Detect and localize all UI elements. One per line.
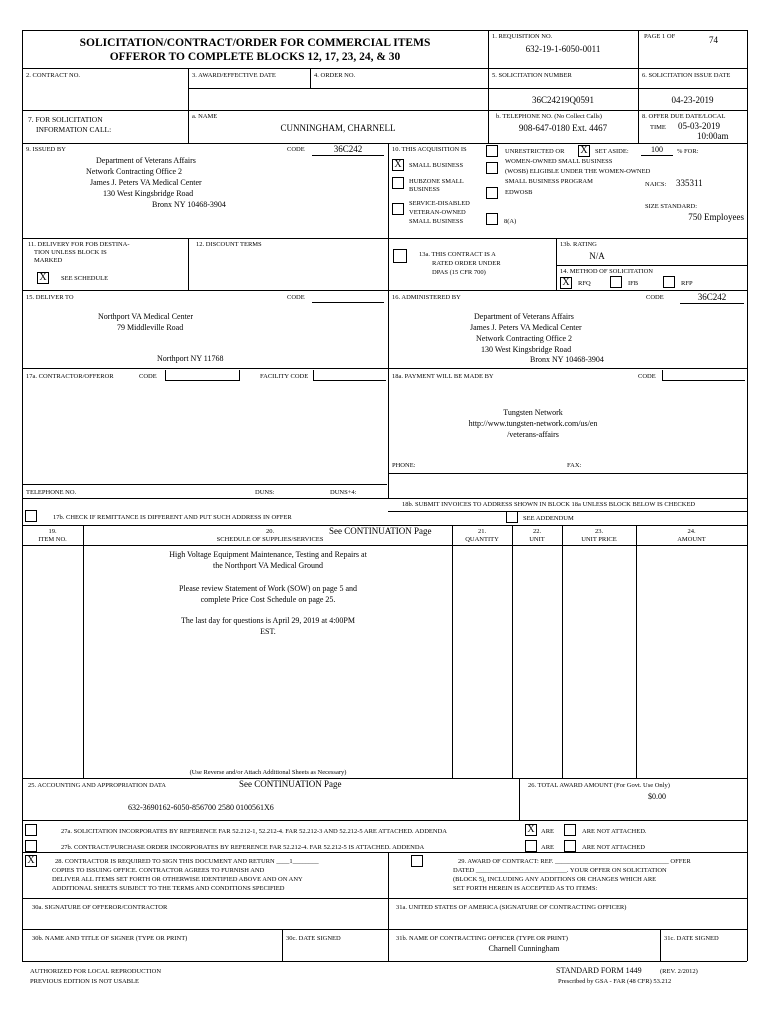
28-checkbox[interactable]: X (25, 855, 37, 867)
col-unit-price: UNIT PRICE (581, 536, 617, 543)
col-quantity: QUANTITY (465, 536, 499, 543)
col-supplies: 20. (265, 528, 275, 535)
administered-line: 130 West Kingsbridge Road (481, 345, 572, 354)
footer-authorized: AUTHORIZED FOR LOCAL REPRODUCTION (30, 968, 162, 975)
remittance-checkbox[interactable] (25, 510, 37, 522)
accounting-label: 25. ACCOUNTING AND APPROPRIATION DATA (28, 782, 166, 789)
form-title: SOLICITATION/CONTRACT/ORDER FOR COMMERCIAL ITEMS (79, 37, 431, 49)
rated-order-checkbox[interactable] (393, 249, 407, 263)
telephone-value[interactable]: 908-647-0180 Ext. 4467 (518, 123, 608, 133)
solicitation-date-label: 6. SOLICITATION ISSUE DATE (642, 72, 731, 79)
addendum-label: SEE ADDENDUM (523, 515, 574, 522)
signer-name-label: 30b. NAME AND TITLE OF SIGNER (TYPE OR PRINT) (32, 935, 188, 942)
29-checkbox[interactable] (411, 855, 423, 867)
accounting-value[interactable]: 632-3690162-6050-856700 2580 0100561X6 (128, 803, 274, 812)
unrestricted-label: UNRESTRICTED OR (505, 148, 565, 155)
wosb-label: (WOSB) ELIGIBLE UNDER THE WOMEN-OWNED (505, 168, 651, 175)
footer-previous: PREVIOUS EDITION IS NOT USABLE (30, 978, 139, 985)
28-text: COPIES TO ISSUING OFFICE. CONTRACTOR AGREES TO FURNISH AND (52, 867, 265, 874)
col-unit: 22. (532, 528, 542, 535)
accounting-continuation: See CONTINUATION Page (239, 779, 342, 789)
sdvosb-label: SMALL BUSINESS (409, 218, 464, 225)
administered-code-label: CODE (646, 294, 664, 301)
duns-label: DUNS: (255, 489, 275, 496)
schedule-description: High Voltage Equipment Maintenance, Testing and Repairs at (169, 550, 367, 559)
27b-are-checkbox[interactable] (525, 840, 537, 852)
offer-time-label: TIME (650, 124, 666, 131)
27b-label: 27b. CONTRACT/PURCHASE ORDER INCORPORATES BY REFERENCE FAR 52.212-4. FAR 52.212-5 IS ATTACHED. ADDENDA (61, 844, 425, 851)
29-text: SET FORTH HEREIN IS ACCEPTED AS TO ITEMS: (453, 885, 598, 892)
col-item-no: ITEM NO. (38, 536, 67, 543)
telephone-label: b. TELEPHONE NO. (No Collect Calls) (496, 113, 602, 120)
offer-due-date[interactable]: 05-03-2019 (678, 121, 720, 131)
administered-line: Department of Veterans Affairs (474, 312, 574, 321)
footer-form-name: STANDARD FORM 1449 (556, 966, 642, 975)
officer-date-label: 31c. DATE SIGNED (664, 935, 719, 942)
ifb-checkbox[interactable] (610, 276, 622, 288)
rfq-label: RFQ (578, 280, 591, 287)
rated-order-label: RATED ORDER UNDER (432, 260, 501, 267)
facility-code-label: FACILITY CODE (260, 373, 309, 380)
payment-line: /veterans-affairs (507, 430, 559, 439)
hubzone-checkbox[interactable] (392, 177, 404, 189)
signer-date-label: 30c. DATE SIGNED (286, 935, 341, 942)
issued-by-line: 130 West Kingsbridge Road (103, 189, 194, 198)
schedule-footnote: (Use Reverse and/or Attach Additional Sheets as Necessary) (189, 769, 347, 776)
28-text: 28. CONTRACTOR IS REQUIRED TO SIGN THIS DOCUMENT AND RETURN ____1________ (55, 858, 319, 865)
schedule-description: the Northport VA Medical Ground (213, 561, 323, 570)
col-supplies: SCHEDULE OF SUPPLIES/SERVICES (216, 536, 324, 543)
info-call-label-1: 7. FOR SOLICITATION (28, 115, 103, 124)
schedule-description: EST. (260, 627, 276, 636)
deliver-to-line: 79 Middleville Road (117, 323, 184, 332)
payment-label: 18a. PAYMENT WILL BE MADE BY (392, 373, 494, 380)
sdvosb-label: SERVICE-DISABLED (409, 200, 470, 207)
administered-line: James J. Peters VA Medical Center (470, 323, 582, 332)
offer-due-label: 8. OFFER DUE DATE/LOCAL (642, 113, 726, 120)
see-schedule-label: SEE SCHEDULE (61, 275, 109, 282)
27a-are-not-checkbox[interactable] (564, 824, 576, 836)
payment-code-field[interactable] (662, 370, 745, 381)
col-quantity: 21. (477, 528, 487, 535)
27a-label: 27a. SOLICITATION INCORPORATES BY REFERENCE FAR 52.212-1, 52.212-4. FAR 52.212-3 AND 52.212-5 ARE ATTACHED. ADDENDA (61, 828, 447, 835)
col-amount: AMOUNT (677, 536, 706, 543)
naics-label: NAICS: (645, 181, 667, 188)
sdvosb-label: VETERAN-OWNED (409, 209, 466, 216)
submit-invoices-label: 18b. SUBMIT INVOICES TO ADDRESS SHOWN IN BLOCK 18a UNLESS BLOCK BELOW IS CHECKED (402, 501, 696, 508)
fob-label: MARKED (34, 257, 63, 264)
signature-officer-label: 31a. UNITED STATES OF AMERICA (SIGNATURE OF CONTRACTING OFFICER) (396, 904, 627, 911)
27b-checkbox[interactable] (25, 840, 37, 852)
naics-value[interactable]: 335311 (676, 178, 703, 188)
col-unit: UNIT (529, 536, 545, 543)
27a-checkbox[interactable] (25, 824, 37, 836)
see-schedule-checkbox[interactable]: X (37, 272, 49, 284)
schedule-description: complete Price Cost Schedule on page 25. (200, 595, 336, 604)
offer-due-time[interactable]: 10:00am (697, 131, 729, 141)
issued-by-line: James J. Peters VA Medical Center (90, 178, 202, 187)
hubzone-label: HUBZONE SMALL (409, 178, 464, 185)
officer-name-value[interactable]: Charnell Cunningham (488, 944, 560, 953)
27a-are-label: ARE (541, 828, 554, 835)
27b-are-not-label: ARE NOT ATTACHED (582, 844, 645, 851)
8a-checkbox[interactable] (486, 213, 498, 225)
29-text: 29. AWARD OF CONTRACT: REF. ___________________________________ OFFER (458, 858, 691, 865)
rfq-checkbox[interactable]: X (560, 277, 572, 289)
edwosb-checkbox[interactable] (486, 187, 498, 199)
facility-code-field[interactable] (313, 370, 386, 381)
contact-name-value[interactable]: CUNNINGHAM, CHARNELL (280, 123, 396, 133)
deliver-to-city: Northport NY 11768 (157, 354, 224, 363)
edwosb-label: EDWOSB (505, 189, 533, 196)
name-label: a. NAME (192, 113, 218, 120)
administered-by-label: 16. ADMINISTERED BY (392, 294, 461, 301)
method-label: 14. METHOD OF SOLICITATION (560, 268, 654, 275)
issued-by-code-value[interactable]: 36C242 (312, 144, 384, 156)
deliver-to-code-label: CODE (287, 294, 305, 301)
duns4-label: DUNS+4: (330, 489, 357, 496)
issued-by-line: Network Contracting Office 2 (86, 167, 183, 176)
col-unit-price: 23. (594, 528, 604, 535)
addendum-checkbox[interactable] (506, 511, 518, 523)
set-aside-checkbox[interactable]: X (578, 145, 590, 157)
supplies-continuation: See CONTINUATION Page (329, 526, 432, 536)
solicitation-number-value[interactable]: 36C24219Q0591 (531, 95, 594, 105)
rfp-label: RFP (681, 280, 693, 287)
contract-no-label: 2. CONTRACT NO. (26, 72, 81, 79)
29-text: (BLOCK 5), INCLUDING ANY ADDITIONS OR CHANGES WHICH ARE (453, 876, 657, 883)
rfp-checkbox[interactable] (663, 276, 675, 288)
28-text: DELIVER ALL ITEMS SET FORTH OR OTHERWISE IDENTIFIED ABOVE AND ON ANY (52, 876, 303, 883)
rating-label: 13b. RATING (560, 241, 597, 248)
info-call-label-2: INFORMATION CALL: (36, 125, 112, 134)
wosb-label: SMALL BUSINESS PROGRAM (505, 178, 593, 185)
fob-label: TION UNLESS BLOCK IS (34, 249, 107, 256)
solicitation-date-value[interactable]: 04-23-2019 (671, 95, 714, 105)
col-amount: 24. (687, 528, 696, 535)
rated-order-label: 13a. THIS CONTRACT IS A (419, 251, 496, 258)
27b-are-label: ARE (541, 844, 554, 851)
contractor-telephone-label: TELEPHONE NO. (26, 489, 77, 496)
27a-are-not-label: ARE NOT ATTACHED. (582, 828, 647, 835)
fob-label: 11. DELIVERY FOR FOB DESTINA- (28, 241, 130, 248)
remittance-label: 17b. CHECK IF REMITTANCE IS DIFFERENT AND PUT SUCH ADDRESS IN OFFER (53, 514, 292, 521)
28-text: ADDITIONAL SHEETS SUBJECT TO THE TERMS AND CONDITIONS SPECIFIED (52, 885, 285, 892)
signature-offeror-label: 30a. SIGNATURE OF OFFEROR/CONTRACTOR (32, 904, 168, 911)
29-text: DATED ____________________________. YOUR OFFER ON SOLICITATION (453, 867, 667, 874)
payment-line: http://www.tungsten-network.com/us/en (468, 419, 598, 428)
size-standard-label: SIZE STANDARD: (645, 203, 698, 210)
requisition-value[interactable]: 632-19-1-6050-0011 (525, 44, 601, 54)
requisition-label: 1. REQUISITION NO. (492, 33, 553, 40)
unrestricted-checkbox[interactable] (486, 145, 498, 157)
order-no-label: 4. ORDER NO. (314, 72, 356, 79)
schedule-description: The last day for questions is April 29, 2019 at 4:00PM (181, 616, 355, 625)
set-aside-percent[interactable]: 100 (641, 145, 673, 156)
acquisition-label: 10. THIS ACQUISITION IS (392, 146, 467, 153)
rating-value[interactable]: N/A (589, 251, 605, 261)
administered-code-value[interactable]: 36C242 (680, 292, 744, 304)
27b-are-not-checkbox[interactable] (564, 840, 576, 852)
wosb-label: WOMEN-OWNED SMALL BUSINESS (505, 158, 613, 165)
total-award-value[interactable]: $0.00 (648, 792, 666, 801)
payment-fax-label: FAX: (567, 462, 582, 469)
discount-terms-label: 12. DISCOUNT TERMS (196, 241, 262, 248)
officer-name-label: 31b. NAME OF CONTRACTING OFFICER (TYPE OR PRINT) (396, 935, 568, 942)
payment-code-label: CODE (638, 373, 656, 380)
wosb-checkbox[interactable] (486, 162, 498, 174)
hubzone-label: BUSINESS (409, 186, 440, 193)
rated-order-label: DPAS (15 CFR 700) (432, 269, 486, 276)
set-aside-for-label: % FOR: (677, 148, 699, 155)
size-standard-value[interactable]: 750 Employees (688, 212, 744, 222)
contractor-code-field[interactable] (165, 370, 240, 381)
27a-are-checkbox[interactable]: X (525, 824, 537, 836)
contractor-code-label: CODE (139, 373, 157, 380)
total-award-label: 26. TOTAL AWARD AMOUNT (For Govt. Use Only) (528, 782, 670, 789)
payment-line: Tungsten Network (503, 408, 563, 417)
col-item-no: 19. (48, 528, 57, 535)
issued-by-city: Bronx NY 10468-3904 (152, 200, 226, 209)
schedule-description: Please review Statement of Work (SOW) on page 5 and (178, 584, 358, 593)
ifb-label: IFB (628, 280, 639, 287)
deliver-to-code-line (312, 302, 384, 303)
footer-prescribed: Prescribed by GSA - FAR (48 CFR) 53.212 (558, 978, 672, 985)
contractor-label: 17a. CONTRACTOR/OFFEROR (26, 373, 114, 380)
payment-phone-label: PHONE: (392, 462, 416, 469)
administered-city: Bronx NY 10468-3904 (530, 355, 604, 364)
form-subtitle: OFFEROR TO COMPLETE BLOCKS 12, 17, 23, 24, & 30 (109, 51, 401, 63)
small-business-label: SMALL BUSINESS (409, 162, 464, 169)
footer-revision: (REV. 2/2012) (660, 968, 698, 975)
page-total: 74 (709, 35, 718, 45)
set-aside-label: SET ASIDE: (595, 148, 629, 155)
deliver-to-label: 15. DELIVER TO (26, 294, 74, 301)
award-date-label: 3. AWARD/EFFECTIVE DATE (192, 72, 276, 79)
issued-by-label: 9. ISSUED BY (26, 146, 66, 153)
small-business-checkbox[interactable]: X (392, 159, 404, 171)
sdvosb-checkbox[interactable] (392, 203, 404, 215)
deliver-to-line: Northport VA Medical Center (98, 312, 194, 321)
issued-by-line: Department of Veterans Affairs (96, 156, 196, 165)
solicitation-number-label: 5. SOLICITATION NUMBER (492, 72, 572, 79)
8a-label: 8(A) (504, 218, 517, 225)
issued-by-code-label: CODE (287, 146, 305, 153)
page-label: PAGE 1 OF (644, 33, 676, 40)
administered-line: Network Contracting Office 2 (476, 334, 573, 343)
